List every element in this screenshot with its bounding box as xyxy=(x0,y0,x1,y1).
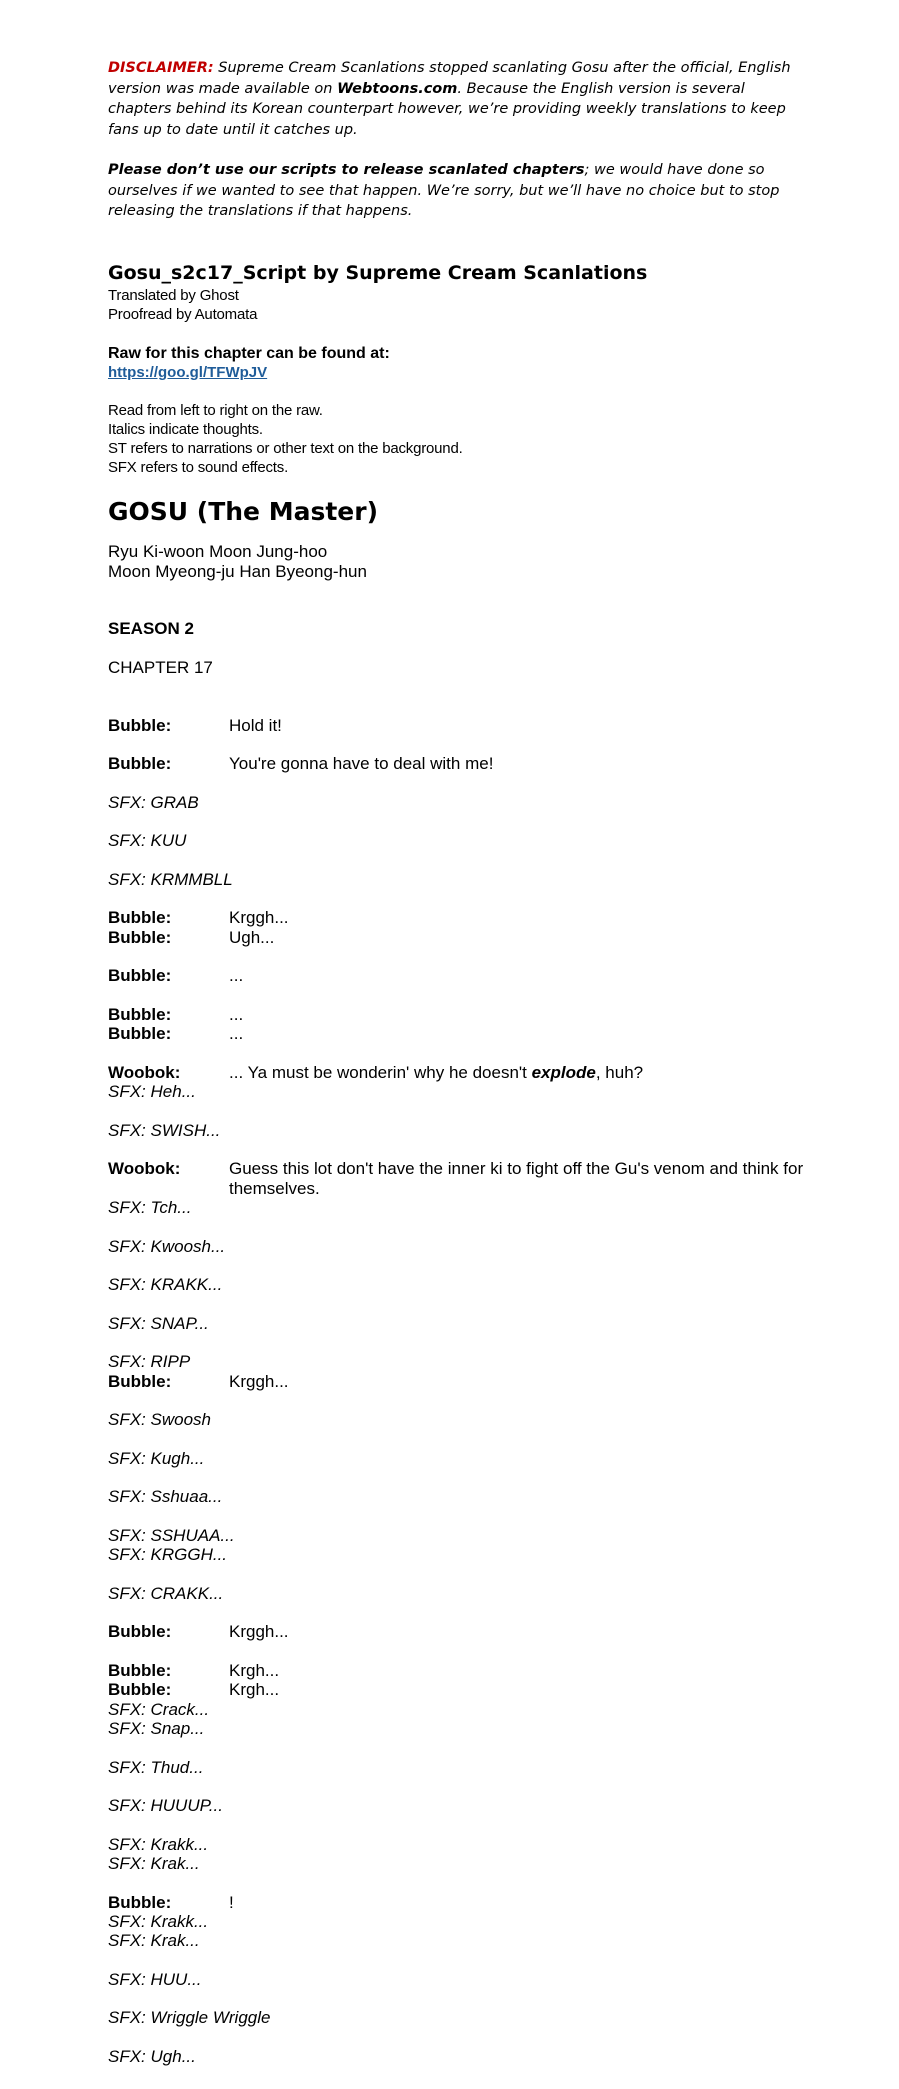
document-title: Gosu_s2c17_Script by Supreme Cream Scanlations xyxy=(108,261,648,284)
script-line xyxy=(108,1159,808,1198)
reading-notes xyxy=(108,401,808,477)
spacer xyxy=(108,1989,808,2008)
raw-link[interactable]: https://goo.gl/TFWpJV xyxy=(108,363,268,381)
raw-label: Raw for this chapter can be found at: xyxy=(108,344,390,362)
disclaimer-request xyxy=(108,160,808,222)
spacer xyxy=(108,1815,808,1834)
speaker: Bubble: xyxy=(108,908,172,928)
script-body xyxy=(108,716,808,2067)
sfx-line: SFX: SSHUAA... xyxy=(108,1525,235,1545)
season-label: SEASON 2 xyxy=(108,618,194,638)
spacer xyxy=(108,1873,808,1892)
sfx-line: SFX: SWISH... xyxy=(108,1120,221,1140)
spacer xyxy=(108,947,808,966)
spacer xyxy=(108,1507,808,1526)
spacer xyxy=(108,2028,808,2047)
dialogue-part: ... Ya must be wonderin' why he doesn't xyxy=(229,1062,532,1082)
sfx-line: SFX: Sshuaa... xyxy=(108,1487,223,1507)
dialogue-emphasis: explode xyxy=(531,1062,596,1082)
spacer xyxy=(108,812,808,831)
sfx-line: SFX: Kugh... xyxy=(108,1448,205,1468)
script-line xyxy=(108,966,808,985)
note-line: Italics indicate thoughts. xyxy=(108,420,263,438)
disclaimer-site: Webtoons.com xyxy=(337,80,458,97)
speaker: Bubble: xyxy=(108,754,172,774)
spacer xyxy=(108,1468,808,1487)
spacer xyxy=(108,773,808,792)
dialogue: ! xyxy=(229,1892,234,1912)
spacer xyxy=(108,1429,808,1448)
dialogue: Krgh... xyxy=(229,1661,280,1681)
sfx-line: SFX: Krak... xyxy=(108,1931,200,1951)
speaker: Bubble: xyxy=(108,927,172,947)
sfx-line: SFX: Swoosh xyxy=(108,1410,211,1430)
sfx-line: SFX: KUU xyxy=(108,831,187,851)
character-names xyxy=(108,542,808,582)
sfx-line: SFX: KRAKK... xyxy=(108,1275,223,1295)
dialogue: Krgh... xyxy=(229,1680,280,1700)
speaker: Bubble: xyxy=(108,715,172,735)
spacer xyxy=(108,1101,808,1120)
disclaimer-text: Supreme Cream Scanlations stopped scanlating Gosu after the official, English version was made available on xyxy=(108,60,791,97)
script-line xyxy=(108,1680,808,1699)
script-line xyxy=(108,754,808,773)
spacer xyxy=(108,986,808,1005)
disclaimer-text-2: . Because the English version is several chapters behind its Korean counterpart however, we’re providing weekly translations to keep fans up to date until it catches up. xyxy=(108,80,786,138)
spacer xyxy=(108,889,808,908)
spacer xyxy=(108,1256,808,1275)
script-line xyxy=(108,1024,808,1043)
speaker: Woobok: xyxy=(108,1062,181,1082)
sfx-line: SFX: Thud... xyxy=(108,1757,204,1777)
note-line: ST refers to narrations or other text on the background. xyxy=(108,439,463,457)
spacer xyxy=(108,1044,808,1063)
script-line xyxy=(108,716,808,735)
dialogue: Krggh... xyxy=(229,908,289,928)
sfx-line: SFX: Tch... xyxy=(108,1197,192,1217)
dialogue: Krggh... xyxy=(229,1622,289,1642)
script-document xyxy=(108,58,808,2066)
script-line xyxy=(108,928,808,947)
spacer xyxy=(108,1951,808,1970)
spacer xyxy=(108,1777,808,1796)
dialogue: Hold it! xyxy=(229,715,282,735)
sfx-line: SFX: Crack... xyxy=(108,1699,210,1719)
request-rest: ; we would have done so ourselves if we wanted to see that happen. We’re sorry, but we’ll have no choice but to stop releasing the translations if that happens. xyxy=(108,162,780,219)
sfx-line: SFX: CRAKK... xyxy=(108,1583,224,1603)
spacer xyxy=(108,1333,808,1352)
speaker: Bubble: xyxy=(108,1892,172,1912)
speaker: Bubble: xyxy=(108,1680,172,1700)
series-title: GOSU (The Master) xyxy=(108,496,379,526)
speaker: Bubble: xyxy=(108,1622,172,1642)
dialogue: ... xyxy=(229,966,244,986)
spacer xyxy=(108,1565,808,1584)
dialogue xyxy=(229,1063,808,1082)
speaker: Woobok: xyxy=(108,1159,181,1179)
script-line xyxy=(108,1063,808,1082)
speaker: Bubble: xyxy=(108,1004,172,1024)
sfx-line: SFX: Krakk... xyxy=(108,1911,209,1931)
chapter-label: CHAPTER 17 xyxy=(108,657,213,677)
sfx-line: SFX: KRGGH... xyxy=(108,1545,228,1565)
script-line xyxy=(108,1005,808,1024)
script-line xyxy=(108,1661,808,1680)
sfx-line: SFX: Krak... xyxy=(108,1854,200,1874)
dialogue: Krggh... xyxy=(229,1371,289,1391)
spacer xyxy=(108,1391,808,1410)
spacer xyxy=(108,851,808,870)
speaker: Bubble: xyxy=(108,1371,172,1391)
script-line xyxy=(108,1372,808,1391)
script-line xyxy=(108,1893,808,1912)
disclaimer xyxy=(108,58,808,140)
script-line xyxy=(108,908,808,927)
proofreader-credit: Proofread by Automata xyxy=(108,305,258,323)
translator-credit: Translated by Ghost xyxy=(108,286,239,304)
sfx-line: SFX: Heh... xyxy=(108,1082,196,1102)
sfx-line: SFX: Krakk... xyxy=(108,1834,209,1854)
sfx-line: SFX: HUU... xyxy=(108,1969,202,1989)
spacer xyxy=(108,1603,808,1622)
sfx-line: SFX: Snap... xyxy=(108,1718,205,1738)
dialogue: Ugh... xyxy=(229,927,275,947)
speaker: Bubble: xyxy=(108,966,172,986)
sfx-line: SFX: HUUUP... xyxy=(108,1796,223,1816)
spacer xyxy=(108,735,808,754)
spacer xyxy=(108,1738,808,1757)
script-line xyxy=(108,1622,808,1641)
names-line: Ryu Ki-woon Moon Jung-hoo xyxy=(108,541,328,561)
dialogue: You're gonna have to deal with me! xyxy=(229,754,494,774)
dialogue: ... xyxy=(229,1024,244,1044)
request-bold: Please don’t use our scripts to release scanlated chapters xyxy=(108,162,585,178)
dialogue: Guess this lot don't have the inner ki to fight off the Gu's venom and think for themselves. xyxy=(229,1159,804,1198)
sfx-line: SFX: SNAP... xyxy=(108,1313,209,1333)
names-line: Moon Myeong-ju Han Byeong-hun xyxy=(108,561,367,581)
sfx-line: SFX: Kwoosh... xyxy=(108,1236,226,1256)
speaker: Bubble: xyxy=(108,1661,172,1681)
sfx-line: SFX: Wriggle Wriggle xyxy=(108,2008,271,2028)
disclaimer-label: DISCLAIMER: xyxy=(108,60,214,76)
spacer xyxy=(108,1140,808,1159)
spacer xyxy=(108,1217,808,1236)
note-line: Read from left to right on the raw. xyxy=(108,401,323,419)
speaker: Bubble: xyxy=(108,1024,172,1044)
sfx-line: SFX: RIPP xyxy=(108,1352,191,1372)
sfx-line: SFX: KRMMBLL xyxy=(108,869,233,889)
dialogue: ... xyxy=(229,1004,244,1024)
spacer xyxy=(108,1294,808,1313)
sfx-line: SFX: Ugh... xyxy=(108,2046,196,2066)
dialogue-part: , huh? xyxy=(595,1062,644,1082)
note-line: SFX refers to sound effects. xyxy=(108,458,289,476)
spacer xyxy=(108,1642,808,1661)
sfx-line: SFX: GRAB xyxy=(108,792,199,812)
